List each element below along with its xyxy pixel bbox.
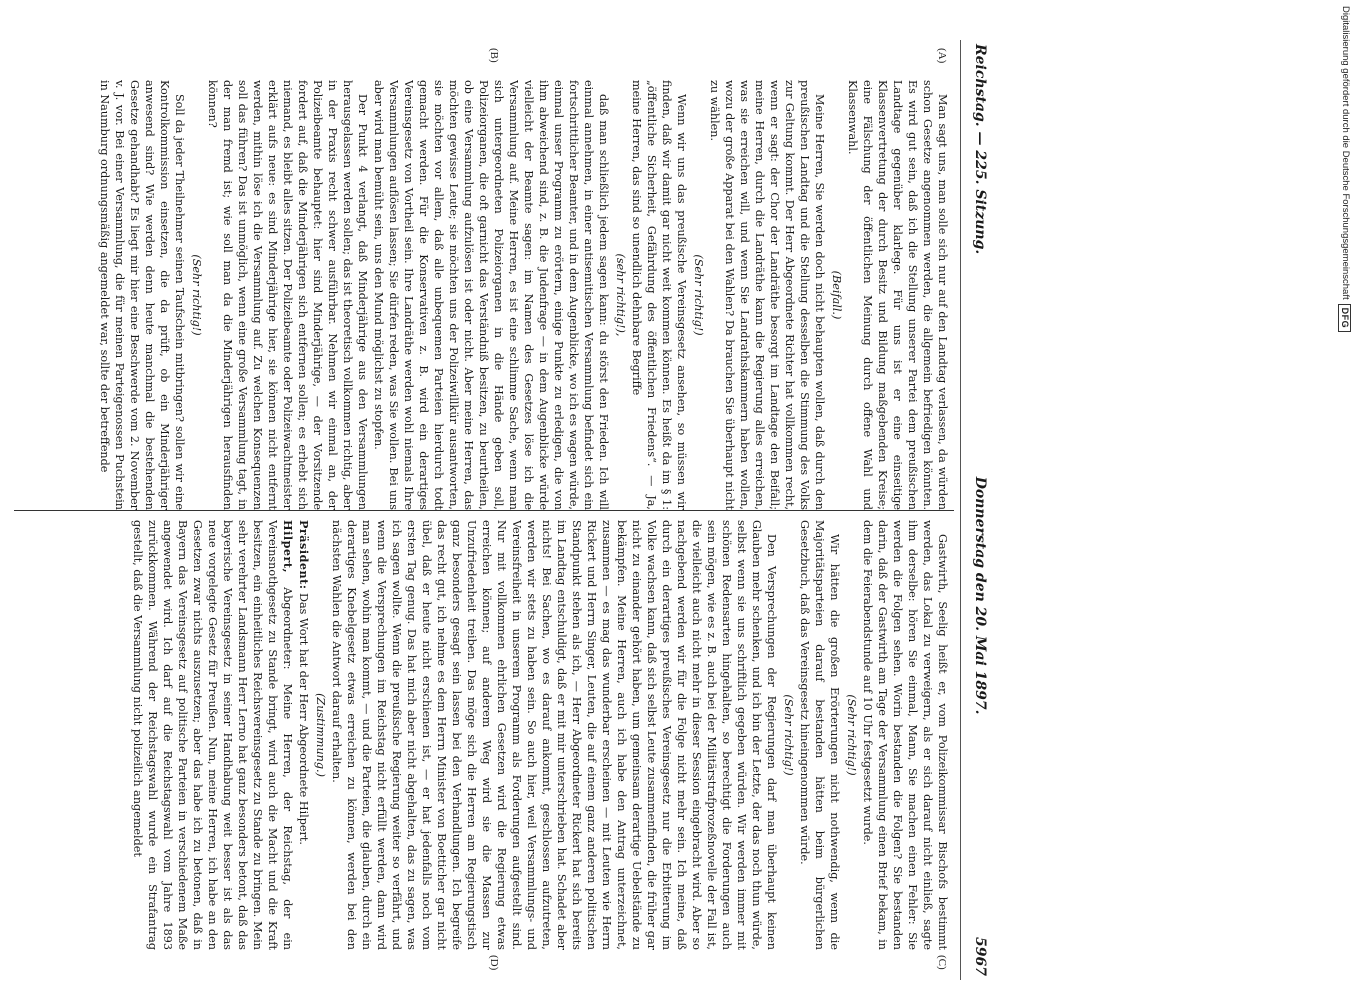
dfg-logo: DFG: [1339, 304, 1352, 333]
paragraph: Soll da jeder Theilnehmer seinen Taufschein mitbringen? sollen wir eine Kontrolkommission einsetzen, die da prüft, ob ein Minderjähriger anwesend sind? Wie werden denn heute manchmal die bestehenden Gesetze gehandhabt? Es liegt mir hier eine Beschwerde vom 2. November v. J. vor. Bei einer Versammlung, die für meinen Parteigenossen Puchstein in Naumburg ordnungsmäßig angemeldet war, sollte der betreffende: [98, 80, 186, 510]
interjection: (sehr richtig!),: [614, 253, 627, 337]
paragraph: Wenn wir uns das preußische Vereinsgesetz ansehen, so müssen wir finden, daß wir damit gar nicht weit kommen können. Es heißt da im § 1: „öffentliche Sicherheit, Gefährdung des öffentlichen Friedens“. — Ja, meine Herren, das sind so unendlich dehnbare Begriffe: [630, 80, 688, 510]
paragraph: daß man schließlich jedem sagen kann: du störst den Frieden. Ich will einmal annehmen, in einer antisemitischen Versammlung befindet sich ein fortschrittlicher Beamter, und in dem Augenblicke, wo ich es wagen würde, einmal unser Programm zu erörtern, einige Punkte zu erledigen, die von ihm abweichend sind, z. B. die Judenfrage — in dem Augenblicke würde vielleicht der Beamte sagen: im Namen des Gesetzes löse ich die Versammlung auf. Meine Herren, es ist eine schlimme Sache, wenn man sich untergeordneten Polizeiorganen in die Hände geben soll, Polizeiorganen, die oft garnicht das Verständniß besitzen, zu beurtheilen, ob eine Versammlung aufzulösen ist oder nicht. Aber meine Herren, das möchten gewisse Leute; sie möchten uns der Polizeiwillkür ausantworten, sie möchten vor allem, daß alle unbequemen Parteien hierdurch todt gemacht werden. Für die Konservativen z. B. wird ein derartiges Vereinsgesetz von Vortheil sein. Ihre Landräthe werden wohl niemals Ihre Versammlungen auflösen lassen; Sie dürfen reden, was Sie wollen. Bei uns aber wird man bemüht sein, uns den Mund möglichst zu stopfen.: [372, 80, 610, 510]
marker-a: (A): [936, 48, 948, 64]
page-sheet: [0, 40, 1000, 980]
left-column: [20, 80, 950, 510]
interjection: (Beifall.): [830, 270, 843, 320]
marker-d: (D): [488, 955, 500, 971]
right-column: [20, 520, 950, 950]
paragraph: Der Punkt 4 verlangt, daß Minderjährige aus den Versammlungen herausgelassen werden sollen; das ist theoretisch vollkommen richtig, aber in der Praxis recht schwer ausführbar. Nehmen wir einmal an, der Polizeibeamte behauptet: hier sind Minderjährige, — der Vorsitzende fordert auf, daß die Minderjährigen sich entfernen sollen; es erhebt sich niemand, es bleibt alles sitzen. Der Polizeibeamte oder Polizeiwachtmeister erklärt aufs neue: es sind Minderjährige hier, sie können nicht entfernt werden, mithin löse ich die Versammlung auf. Zu welchen Konsequenzen soll das führen? Das ist unmöglich, wenn eine große Versammlung tagt, in der man fremd ist; wie soll man da die Minderjährigen herausfinden können?: [206, 80, 369, 510]
paragraph: Meine Herren, Sie werden doch nicht behaupten wollen, daß durch den preußischen Landtag und die Stellung desselben die Stimmung des Volks zur Geltung kommt. Der Herr Abgeordnete Richter hat vollkommen recht, wenn er sagt: der Chor der Landräthe besorgt im Landtage den Beifall; meine Herren, durch die Landräthe kann die Regierung alles erreichen, was sie erreichen will, und wenn Sie Landrathskammern haben wollen, wozu der große Apparat bei den Wahlen? Da brauchen Sie überhaupt nicht zu wählen.: [708, 80, 826, 510]
paragraph: Man sagt uns, man solle sich nur auf den Landtag verlassen, da würden schon Gesetze angenommen werden, die allgemein befriedigen könnten. Es wird gut sein, daß ich die Stellung unserer Partei dem preußischen Landtage gegenüber klarlege. Für uns ist er eine einseitige Klassenvertretung der durch Besitz und Bildung maßgebenden Kreise; eine Fälschung der öffentlichen Meinung durch offene Wahl und Klassenwahl.: [846, 80, 949, 510]
page-number: 5967: [972, 937, 989, 976]
header-left: Reichstag. — 225. Sitzung.: [972, 44, 989, 255]
speech-text: Abgeordneter: Meine Herren, der Reichstag, der ein Vereinsnothgesetz zu Stande bringt, wird auch die Macht und die Kraft besitzen, ein einheitliches Reichsvereinsgesetz zu Stande zu bringen. Mein sehr verehrter Landsmann Herr Lerno hat ganz besonders betont, daß das bayerische Vereinsgesetz in seiner Handhabung weit besser ist als das neue vorgelegte Gesetz für Preußen. Nun, meine Herren, ich habe an den Gesetzen zwar nichts auszusetzen; aber das habe ich zu betonen, daß in Bayern das Vereinsgesetz auf politische Parteien in verschiedenem Maße angewendet wird. Ich darf auf die Reichstagswahl vom Jahre 1893 zurückkommen. Während der Reichstagswahl wurde ein Strafantrag gestellt, daß die Versammlung nicht polizeilich angemeldet: [131, 520, 294, 950]
speech-text: Das Wort hat der Herr Abgeordnete Hilpert.: [297, 589, 310, 845]
speaker-paragraph: [130, 520, 295, 950]
interjection: (Sehr richtig!): [845, 694, 858, 776]
speaker-paragraph: [296, 520, 311, 950]
speaker-name: Präsident:: [297, 520, 311, 590]
interjection: (Zustimmung.): [314, 693, 327, 777]
interjection: (Sehr richtig!): [190, 254, 203, 336]
speaker-name: Hilpert,: [281, 520, 295, 573]
interjection: (Sehr richtig!): [692, 254, 705, 336]
funding-text: Digitalisierung gefördert durch die Deutsche Forschungsgemeinschaft: [1340, 6, 1351, 300]
marker-b: (B): [488, 48, 500, 63]
header-date: Donnerstag den 20. Mai 1897.: [972, 476, 989, 715]
paragraph: Wir hätten die großen Erörterungen nicht nothwendig, wenn die Majoritätsparteien darauf bestanden hätten beim bürgerlichen Gesetzbuch, daß das Vereinsgesetz hineingenommen würde.: [798, 520, 841, 950]
interjection: (Sehr richtig!): [782, 694, 795, 776]
funding-note: [1338, 6, 1352, 404]
page-header: [960, 40, 1000, 980]
paragraph: Den Versprechungen der Regierungen darf man überhaupt keinen Glauben mehr schenken, und ich bin der Letzte, der das noch thun würde, selbst wenn sie uns schriftlich gegeben würden. Wir werden immer mit schönen Redensarten hingehalten, so berechtigt die Forderungen auch sein mögen, wie es z. B. auch bei der Militärstrafprozeßnovelle der Fall ist, die vielleicht auch nicht mehr in dieser Session eingebracht wird. Aber so nachgebend werden wir für die Folge nicht mehr sein. Ich meine, daß durch ein derartiges preußisches Vereinsgesetz nur die Erbitterung im Volke wachsen kann, daß sich selbst Leute zusammenfinden, die früher gar nicht zu einander gehört haben, um gemeinsam derartige Uebelstände zu bekämpfen. Meine Herren, auch ich habe den Antrag unterzeichnet, zusammen — es mag das wunderbar erscheinen — mit Leuten wie Herrn Rickert und Herrn Singer, Leuten, die auf einem ganz anderen politischen Standpunkt stehen als ich, — Herr Abgeordneter Rickert hat sich bereits im Landtag entschuldigt, daß er mit mir unterschrieben hat. Schadet aber nichts! Bei Sachen, wo es darauf ankommt, geschlossen aufzutreten, werden wir stets zu haben sein. So auch hier, weil Versammlungs- und Vereinsfreiheit in unserem Programm als Forderungen aufgestellt sind. Nur mit vollkommen ehrlichen Gesetzen wird die Regierung etwas erreichen können; auf anderem Weg wird sie die Massen zur Unzufriedenheit treiben. Das möge sich die Herren am Regierungstisch ganz besonders gesagt sein lassen bei den Verhandlungen. Ich begreife das recht gut, ich nehme es dem Herrn Minister von Boetticher gar nicht übel, daß er heute nicht erschienen ist, — er hat jedenfalls noch vom ersten Tag genug. Das hat mich aber nicht abgehalten, das zu sagen, was ich sagen wollte. Wenn die preußische Regierung weiter so verfährt, und wenn die Versprechungen im Reichstag nicht erfüllt werden, dann wird man sehen, wohin man kommt, — und die Parteien, die glauben, durch ein derartiges Knebelgesetz etwas erreichen zu können, werden bei den nächsten Wahlen die Antwort darauf erhalten.: [330, 520, 778, 950]
paragraph: Gastwirth, Seelig heißt er, vom Polizeikommissar Bischofs bestimmt werden, das Lokal zu verweigern, als er sich darauf nicht einließ, sagte ihm derselbe: hören Sie einmal, Mann, Sie machen einen Fehler: Sie werden die Folgen sehen. Worin bestanden die Folgen? Sie bestanden darin, daß der Gastwirth am Tage der Versammlung einen Brief bekam, in dem die Feierabendstunde auf 10 Uhr festgesetzt wurde.: [861, 520, 949, 950]
marker-c: (C): [936, 955, 948, 970]
column-divider: [14, 510, 954, 511]
